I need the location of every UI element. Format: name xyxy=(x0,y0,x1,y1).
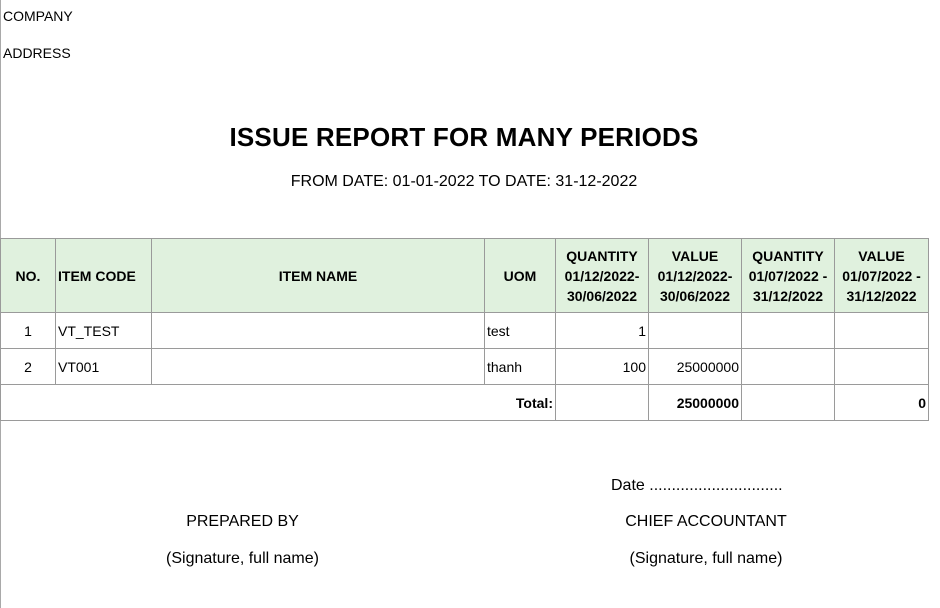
col-header-value-period-1: VALUE 01/12/2022- 30/06/2022 xyxy=(649,239,742,313)
cell-quantity-period-1: 100 xyxy=(556,349,649,385)
cell-quantity-period-2 xyxy=(742,349,835,385)
cell-item-code: VT001 xyxy=(56,349,152,385)
cell-value-period-1 xyxy=(649,313,742,349)
col-header-uom: UOM xyxy=(485,239,556,313)
col-header-value-period-2: VALUE 01/07/2022 - 31/12/2022 xyxy=(835,239,929,313)
total-row xyxy=(1,385,929,421)
total-value-period-1: 25000000 xyxy=(649,385,742,421)
cell-item-code: VT_TEST xyxy=(56,313,152,349)
report-date-range: FROM DATE: 01-01-2022 TO DATE: 31-12-2022 xyxy=(290,173,638,190)
cell-uom: thanh xyxy=(485,349,556,385)
cell-quantity-period-2 xyxy=(742,313,835,349)
col-header-item-name: ITEM NAME xyxy=(152,239,485,313)
cell-item-name xyxy=(152,313,485,349)
chief-accountant-label: CHIEF ACCOUNTANT xyxy=(625,513,787,530)
signature-date-line: Date .............................. xyxy=(611,477,783,494)
cell-uom: test xyxy=(485,313,556,349)
col-header-item-code: ITEM CODE xyxy=(56,239,152,313)
cell-value-period-2 xyxy=(835,313,929,349)
cell-no: 2 xyxy=(1,349,56,385)
cell-item-name xyxy=(152,349,485,385)
col-header-no: NO. xyxy=(1,239,56,313)
cell-value-period-2 xyxy=(835,349,929,385)
table-row xyxy=(1,313,929,349)
col-header-quantity-period-2: QUANTITY 01/07/2022 - 31/12/2022 xyxy=(742,239,835,313)
signature-hint-right: (Signature, full name) xyxy=(629,550,783,567)
table-row xyxy=(1,349,929,385)
total-quantity-period-1 xyxy=(556,385,649,421)
issue-report-table xyxy=(0,238,929,421)
col-header-quantity-period-1: QUANTITY 01/12/2022- 30/06/2022 xyxy=(556,239,649,313)
total-label: Total: xyxy=(1,385,556,421)
cell-no: 1 xyxy=(1,313,56,349)
address-label: ADDRESS xyxy=(3,45,71,61)
cell-value-period-1: 25000000 xyxy=(649,349,742,385)
cell-quantity-period-1: 1 xyxy=(556,313,649,349)
table-header-row xyxy=(1,239,929,313)
company-label: COMPANY xyxy=(3,8,73,24)
report-title: ISSUE REPORT FOR MANY PERIODS xyxy=(229,122,699,152)
prepared-by-label: PREPARED BY xyxy=(186,513,299,530)
signature-hint-left: (Signature, full name) xyxy=(166,550,319,567)
total-quantity-period-2 xyxy=(742,385,835,421)
total-value-period-2: 0 xyxy=(835,385,929,421)
